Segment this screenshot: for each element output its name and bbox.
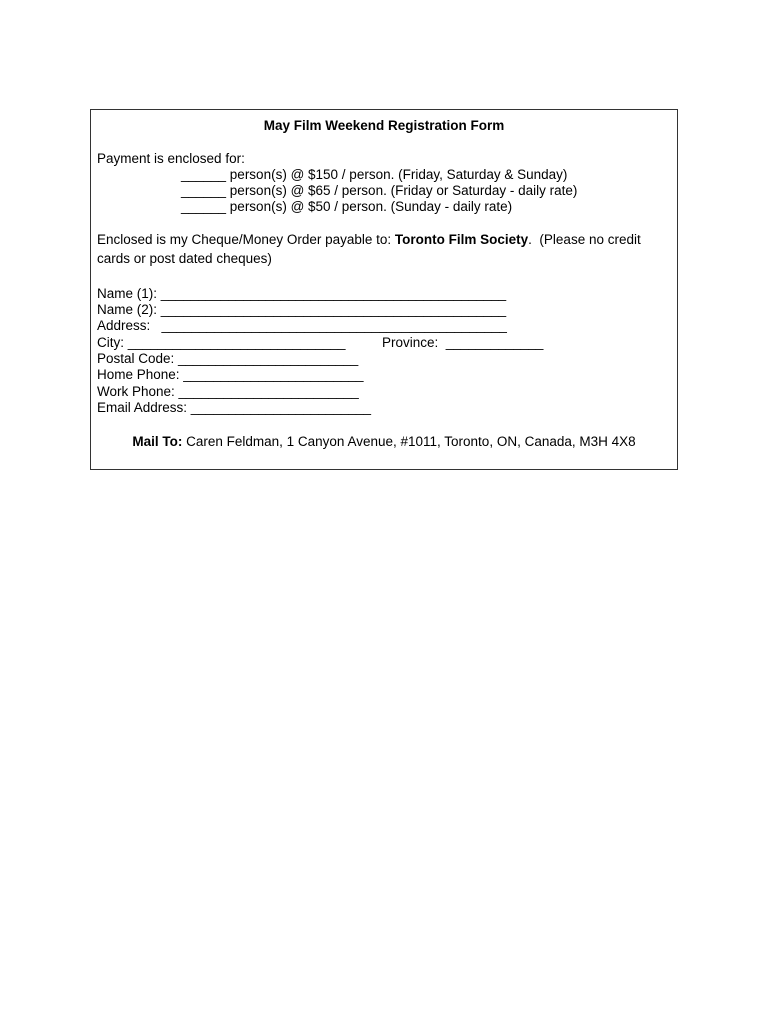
cheque-instructions — [97, 232, 641, 249]
cheque-prefix: Enclosed is my Cheque/Money Order payable to: — [97, 232, 395, 247]
city-field: City: _____________________________ — [97, 335, 346, 350]
postal-code-field: Postal Code: ________________________ — [97, 351, 359, 366]
cheque-instructions-line2: cards or post dated cheques) — [97, 251, 272, 266]
email-field: Email Address: ________________________ — [97, 400, 371, 415]
payment-option-fri-sat: ______ person(s) @ $65 / person. (Friday or Saturday - daily rate) — [181, 183, 578, 198]
work-phone-field: Work Phone: ________________________ — [97, 384, 359, 399]
mail-address: Caren Feldman, 1 Canyon Avenue, #1011, Toronto, ON, Canada, M3H 4X8 — [182, 434, 636, 449]
mail-to — [91, 434, 677, 451]
cheque-suffix: . (Please no credit — [528, 232, 641, 247]
payment-intro: Payment is enclosed for: — [97, 151, 245, 166]
province-field: Province: _____________ — [382, 335, 544, 350]
name2-field: Name (2): ______________________________________________ — [97, 302, 507, 317]
mail-to-label: Mail To: — [132, 434, 183, 449]
address-field: Address: ______________________________________________ — [97, 318, 507, 333]
payment-option-weekend: ______ person(s) @ $150 / person. (Friday, Saturday & Sunday) — [181, 167, 568, 182]
form-title: May Film Weekend Registration Form — [263, 118, 505, 133]
registration-form — [90, 109, 678, 470]
payee-name: Toronto Film Society — [394, 232, 529, 247]
payment-option-sunday: ______ person(s) @ $50 / person. (Sunday - daily rate) — [181, 199, 513, 214]
home-phone-field: Home Phone: ________________________ — [97, 367, 364, 382]
name1-field: Name (1): ______________________________________________ — [97, 286, 507, 301]
